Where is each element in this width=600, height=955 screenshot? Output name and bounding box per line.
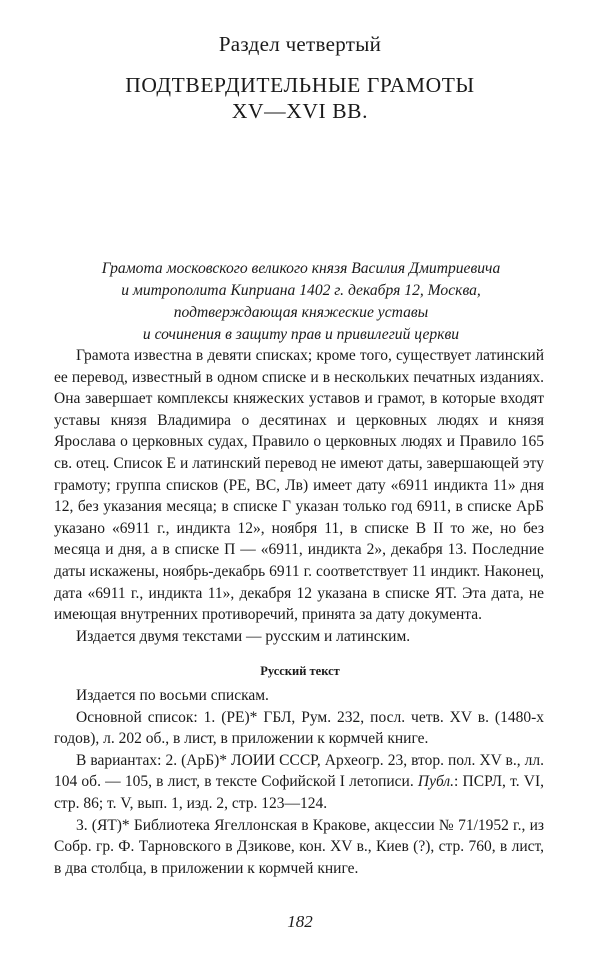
variants-text-b: : ПСРЛ, т. VI, стр. 86; т. V, вып. 1, изд. 2, стр. 123—124. (54, 773, 544, 812)
document-title (62, 258, 540, 346)
intro-paragraph-1: Грамота известна в девяти списках; кроме того, существует латинский ее перевод, известный в одном списке и в нескольких печатных изданиях. Она завершает комплексы княжеских уставов и грамот, в которые входят уставы князя Владимира о десятинах и церковных людях и князя Ярослава о церковных судах, Правило о церковных людях и Правило 165 св. отец. Список Е и латинский перевод не имеют даты, завершающей эту грамоту; группа списков (РЕ, ВС, Лв) имеет дату «6911 индикта 11» дня 12, без указания месяца; в списке Г указан только год 6911, в списке АрБ указано «6911 г., индикта 12», ноября 11, в списке В II то же, но без месяца и дня, а в списке П — «6911, индикта 2», декабря 13. Последние даты искажены, ноябрь-декабрь 6911 г. соответствует 11 индикт. Наконец, дата «6911 г., индикта 11», декабря 12 указана в списке ЯТ. Эта дата, не имеющая внутренних противоречий, принята за дату документа. (54, 347, 544, 624)
publication-label: Публ. (417, 773, 455, 791)
document-title-line-2: и митрополита Киприана 1402 г. декабря 12, Москва, (121, 282, 481, 299)
russian-text-body (54, 685, 544, 879)
intro-paragraph-2: Издается двумя текстами — русским и латинским. (76, 627, 411, 645)
variants-text-a: В вариантах: 2. (АрБ)* ЛОИИ СССР, Археогр. 23, втор. пол. XV в., лл. 104 об. — 105, в лист, в тексте Софийской I летописи. (54, 751, 544, 791)
section-label: Раздел четвертый (218, 32, 382, 56)
document-title-line-1: Грамота московского великого князя Василия Дмитриевича (101, 260, 501, 277)
main-title-line-1: ПОДТВЕРДИТЕЛЬНЫЕ ГРАМОТЫ (125, 73, 475, 97)
document-title-line-3: подтверждающая княжеские уставы (173, 304, 429, 321)
main-source-paragraph: Основной список: 1. (РЕ)* ГБЛ, Рум. 232, посл. четв. XV в. (1480-х годов), л. 202 об., в лист, в приложении к кормчей книге. (54, 708, 544, 748)
source-3-paragraph: 3. (ЯТ)* Библиотека Ягеллонская в Кракове, акцессии № 71/1952 г., из Собр. гр. Ф. Тарновского в Дзикове, кон. XV в., Киев (?), стр. 760, в лист, в два столбца, в приложении к кормчей книге. (54, 816, 544, 877)
variants-paragraph (54, 750, 544, 815)
document-title-line-4: и сочинения в защиту прав и привилегий церкви (142, 326, 460, 343)
main-title (0, 72, 600, 124)
intro-text (54, 345, 544, 647)
page-number: 182 (287, 912, 313, 931)
subheading-russian-text: Русский текст (260, 664, 340, 678)
sources-count-paragraph: Издается по восьми спискам. (76, 687, 269, 704)
main-title-line-2: XV—XVI ВВ. (231, 99, 369, 123)
